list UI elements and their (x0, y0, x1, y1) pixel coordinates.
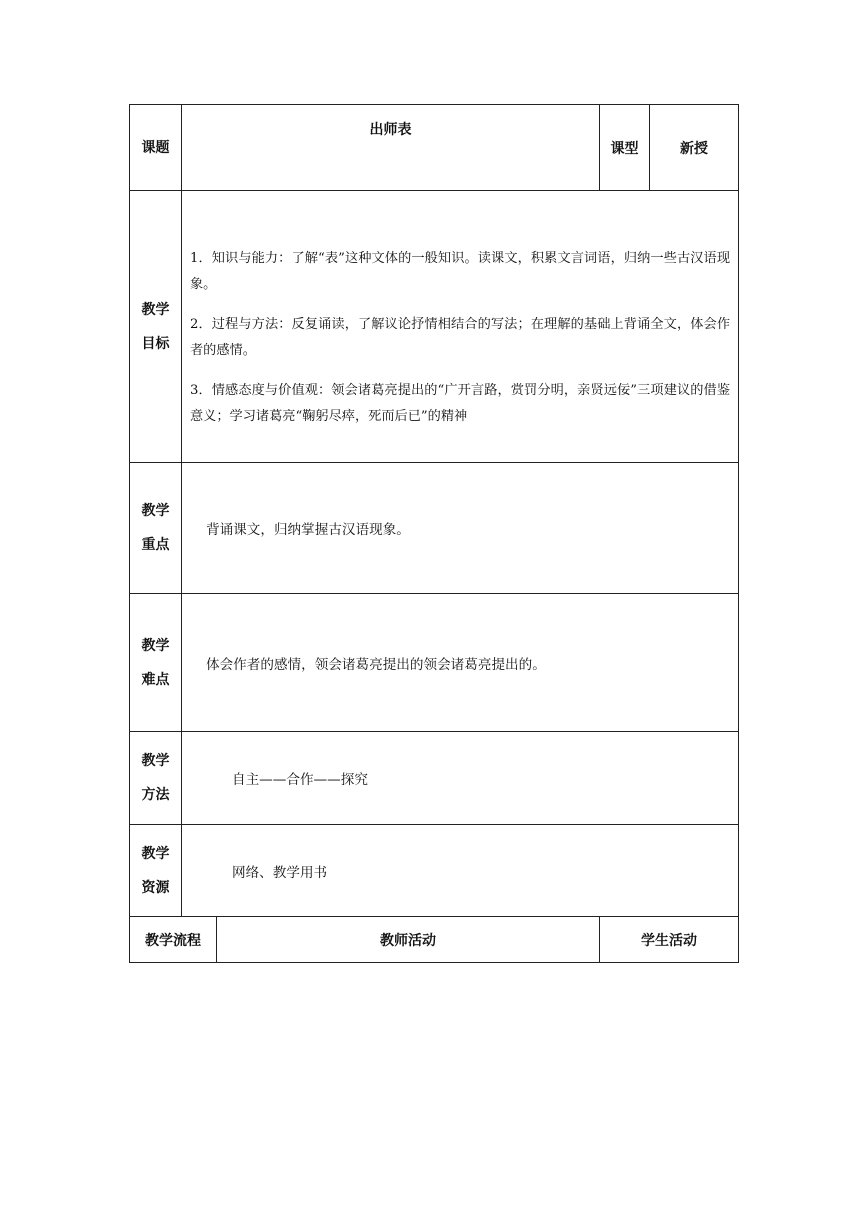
teacher-activity-header: 教师活动 (217, 917, 600, 963)
difficulties-text: 体会作者的感情，领会诸葛亮提出的领会诸葛亮提出的。 (182, 594, 739, 732)
title-label: 课题 (130, 105, 182, 191)
objective-item: 2．过程与方法：反复诵读，了解议论抒情相结合的写法；在理解的基础上背诵全文，体会作者的感情。 (190, 316, 731, 358)
lesson-title-cell (182, 105, 600, 191)
student-activity-header: 学生活动 (600, 917, 739, 963)
methods-label: 教学 方法 (130, 732, 182, 825)
resources-label: 教学 资源 (130, 825, 182, 917)
lesson-type-value: 新授 (650, 105, 739, 191)
objectives-row (130, 191, 739, 463)
resources-row (130, 825, 739, 917)
process-flow-header: 教学流程 (130, 917, 217, 963)
difficulties-label: 教学 难点 (130, 594, 182, 732)
process-header-row (130, 917, 739, 963)
lesson-plan-table (129, 104, 739, 963)
objectives-label: 教学 目标 (130, 191, 182, 463)
objective-item: 1．知识与能力：了解“表”这种文体的一般知识。读课文，积累文言词语，归纳一些古汉语现象。 (190, 250, 731, 292)
objective-item: 3．情感态度与价值观：领会诸葛亮提出的“广开言路，赏罚分明，亲贤远佞”三项建议的借鉴意义；学习诸葛亮“鞠躬尽瘁，死而后已”的精神 (190, 382, 731, 424)
resources-text: 网络、教学用书 (182, 825, 739, 917)
key-points-label: 教学 重点 (130, 463, 182, 594)
methods-text: 自主——合作——探究 (182, 732, 739, 825)
key-points-row (130, 463, 739, 594)
objectives-content (182, 191, 739, 463)
lesson-type-label: 课型 (600, 105, 650, 191)
lesson-title: 出师表 (369, 122, 412, 138)
methods-row (130, 732, 739, 825)
title-row (130, 105, 739, 191)
key-points-text: 背诵课文，归纳掌握古汉语现象。 (182, 463, 739, 594)
difficulties-row (130, 594, 739, 732)
